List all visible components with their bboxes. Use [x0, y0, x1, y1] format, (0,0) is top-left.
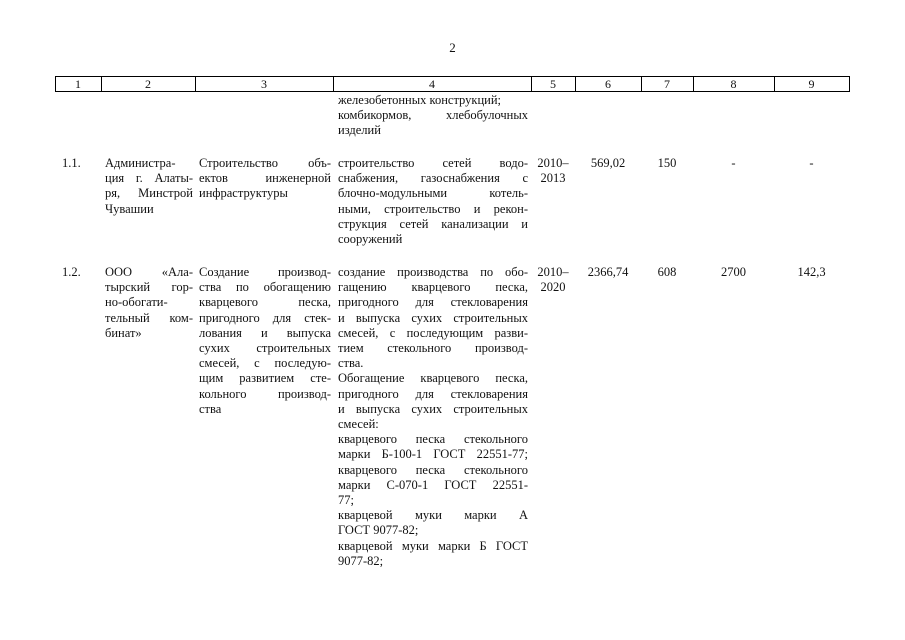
page-number: 2	[449, 40, 456, 55]
header-divider	[849, 76, 850, 91]
header-bottom-rule	[55, 91, 850, 92]
header-col-9: 9	[808, 77, 815, 91]
header-col-1: 1	[75, 77, 81, 91]
description-cell: строительство сетей водо- снабжения, газоснабжения с блочно-модульными котель- ными, строительство и рекон- струкция сетей канализации и сооружений	[338, 156, 528, 247]
row-number: 1.2.	[62, 265, 81, 279]
value-col9: -	[809, 156, 814, 170]
value-col8: 2700	[721, 265, 746, 279]
header-col-3: 3	[261, 77, 267, 91]
project-cell: Создание производ- ства по обогащению кварцевого песка, пригодного для стек- лования и выпуска сухих строительных смесей, с последую- щим развитием сте- кольного производ- ства	[199, 265, 331, 416]
organization-cell: ООО «Ала- тырский гор- но-обогати- тельный ком- бинат»	[105, 265, 193, 340]
header-col-8: 8	[730, 77, 737, 91]
period-cell: 2010– 2013	[537, 156, 569, 186]
header-col-7: 7	[664, 77, 670, 91]
continuation-text: железобетонных конструкций; комбикормов, хлебобулочных изделий	[338, 93, 528, 138]
value-col9: 142,3	[797, 265, 826, 279]
value-col7: 608	[657, 265, 677, 279]
period-cell: 2010– 2020	[537, 265, 569, 295]
header-col-5: 5	[550, 77, 556, 91]
row-number: 1.1.	[62, 156, 81, 170]
description-cell: создание производства по обо- гащению кварцевого песка, пригодного для стекловарения и выпуска сухих строительных смесей, с последующим разви- тием стекольного производ- ства. Обогащение кварцевого песка, пригодного для стекловарения и выпуска сухих строительных смесей: кварцевого песка стекольного марки Б-100-1 ГОСТ 22551-77; кварцевого песка стекольного марки С-070-1 ГОСТ 22551- 77; кварцевой муки марки А ГОСТ 9077-82; кварцевой муки марки Б ГОСТ 9077-82;	[338, 265, 528, 568]
header-col-4: 4	[429, 77, 435, 91]
project-cell: Строительство объ- ектов инженерной инфраструктуры	[199, 156, 331, 201]
value-col7: 150	[657, 156, 677, 170]
value-col6: 2366,74	[587, 265, 629, 279]
value-col8: -	[731, 156, 736, 170]
organization-cell: Администра- ция г. Алаты- ря, Минстрой Чувашии	[105, 156, 193, 216]
value-col6: 569,02	[590, 156, 626, 170]
header-col-6: 6	[605, 77, 611, 91]
header-col-2: 2	[145, 77, 151, 91]
